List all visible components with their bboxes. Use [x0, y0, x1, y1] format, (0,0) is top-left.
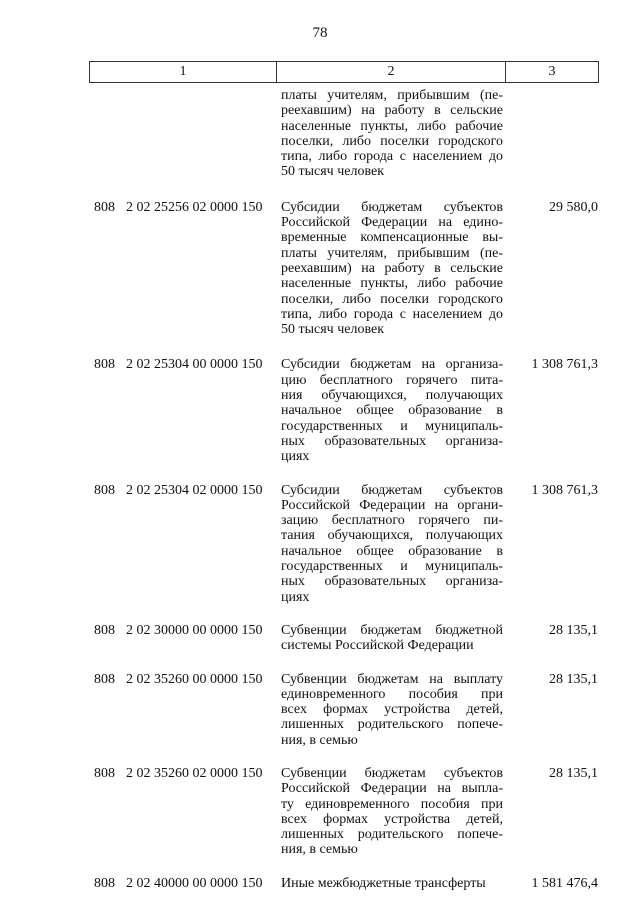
table-row: [0, 766, 640, 858]
description-line: Иные межбюджетные трансферты: [281, 875, 486, 891]
description-line: ния, в семью: [281, 732, 358, 748]
description-line: реехавшим) на работу в сельские: [281, 103, 503, 119]
admin-code: 808: [94, 357, 115, 373]
amount: 28 135,1: [549, 671, 598, 687]
description-line: циях: [281, 449, 310, 465]
description-line: населенные пункты, либо рабочие: [281, 118, 503, 134]
description-line: ния, в семью: [281, 842, 358, 858]
description-line: цию бесплатного горячего пита-: [281, 372, 503, 388]
continuation-row: [0, 88, 640, 180]
description-line: государственных и муниципаль-: [281, 559, 503, 575]
description-line: 50 тысяч человек: [281, 164, 385, 180]
table-body: [0, 88, 640, 909]
description-line: реехавшим) на работу в сельские: [281, 260, 503, 276]
description-line: Субсидии бюджетам субъектов: [281, 482, 503, 498]
description: [281, 672, 503, 748]
description: [281, 876, 503, 891]
budget-code: 2 02 25304 00 0000 150: [126, 357, 263, 373]
column-header-1: 1: [90, 62, 277, 82]
description-line: ных образовательных организа-: [281, 433, 503, 449]
description-line: лишенных родительского попече-: [281, 827, 503, 843]
admin-code: 808: [94, 765, 115, 781]
description: [281, 357, 503, 464]
description-line: 50 тысяч человек: [281, 322, 385, 338]
table-header: [89, 61, 599, 83]
description-line: системы Российской Федерации: [281, 638, 474, 654]
description-line: платы учителям, прибывшим (пе-: [281, 245, 503, 261]
description-line: ния обучающихся, получающих: [281, 388, 503, 404]
amount: 28 135,1: [549, 622, 598, 638]
description-line: ных образовательных организа-: [281, 574, 503, 590]
table-row: [0, 672, 640, 748]
description-line: населенные пункты, либо рабочие: [281, 276, 503, 292]
description-line: начальное общее образование в: [281, 403, 503, 419]
description-line: типа, либо города с населением до: [281, 149, 503, 165]
description-line: Субсидии бюджетам на организа-: [281, 357, 503, 373]
description: [281, 483, 503, 605]
description-line: ту единовременного пособия при: [281, 796, 503, 812]
description-line: Субсидии бюджетам субъектов: [281, 199, 503, 215]
table-row: [0, 876, 640, 891]
description-line: всех формах устройства детей,: [281, 811, 503, 827]
amount: 28 135,1: [549, 765, 598, 781]
description-line: платы учителям, прибывшим (пе-: [281, 88, 503, 103]
description-line: начальное общее образование в: [281, 543, 503, 559]
description-line: Субвенции бюджетам субъектов: [281, 765, 503, 781]
admin-code: 808: [94, 671, 115, 687]
description-line: Российской Федерации на едино-: [281, 215, 503, 231]
budget-code: 2 02 25256 02 0000 150: [126, 199, 263, 215]
table-row: [0, 200, 640, 338]
amount: 29 580,0: [549, 199, 598, 215]
description: [281, 623, 503, 654]
description-line: всех формах устройства детей,: [281, 702, 503, 718]
column-header-2: 2: [277, 62, 506, 82]
description-line: Российской Федерации на органи-: [281, 497, 503, 513]
amount: 1 581 476,4: [531, 875, 598, 891]
description-line: государственных и муниципаль-: [281, 418, 503, 434]
description: [281, 88, 503, 180]
amount: 1 308 761,3: [531, 482, 598, 498]
description-line: поселки, либо поселки городского: [281, 133, 503, 149]
table-row: [0, 483, 640, 605]
description-line: единовременного пособия при: [281, 686, 503, 702]
description-line: тания обучающихся, получающих: [281, 528, 503, 544]
budget-code: 2 02 30000 00 0000 150: [126, 622, 263, 638]
description: [281, 200, 503, 338]
description-line: типа, либо города с населением до: [281, 306, 503, 322]
table-row: [0, 357, 640, 464]
description-line: поселки, либо поселки городского: [281, 291, 503, 307]
budget-code: 2 02 35260 00 0000 150: [126, 671, 263, 687]
description-line: временные компенсационные вы-: [281, 230, 503, 246]
table-row: [0, 623, 640, 654]
admin-code: 808: [94, 875, 115, 891]
description-line: лишенных родительского попече-: [281, 717, 503, 733]
admin-code: 808: [94, 622, 115, 638]
description-line: зацию бесплатного горячего пи-: [281, 513, 503, 529]
page-number: 78: [312, 25, 328, 41]
budget-code: 2 02 40000 00 0000 150: [126, 875, 263, 891]
admin-code: 808: [94, 482, 115, 498]
description-line: Субвенции бюджетам на выплату: [281, 671, 503, 687]
column-header-3: 3: [548, 64, 556, 79]
budget-code: 2 02 35260 02 0000 150: [126, 765, 263, 781]
admin-code: 808: [94, 199, 115, 215]
budget-code: 2 02 25304 02 0000 150: [126, 482, 263, 498]
description-line: циях: [281, 589, 310, 605]
description: [281, 766, 503, 858]
description-line: Субвенции бюджетам бюджетной: [281, 622, 503, 638]
amount: 1 308 761,3: [531, 357, 598, 373]
description-line: Российской Федерации на выпла-: [281, 781, 503, 797]
